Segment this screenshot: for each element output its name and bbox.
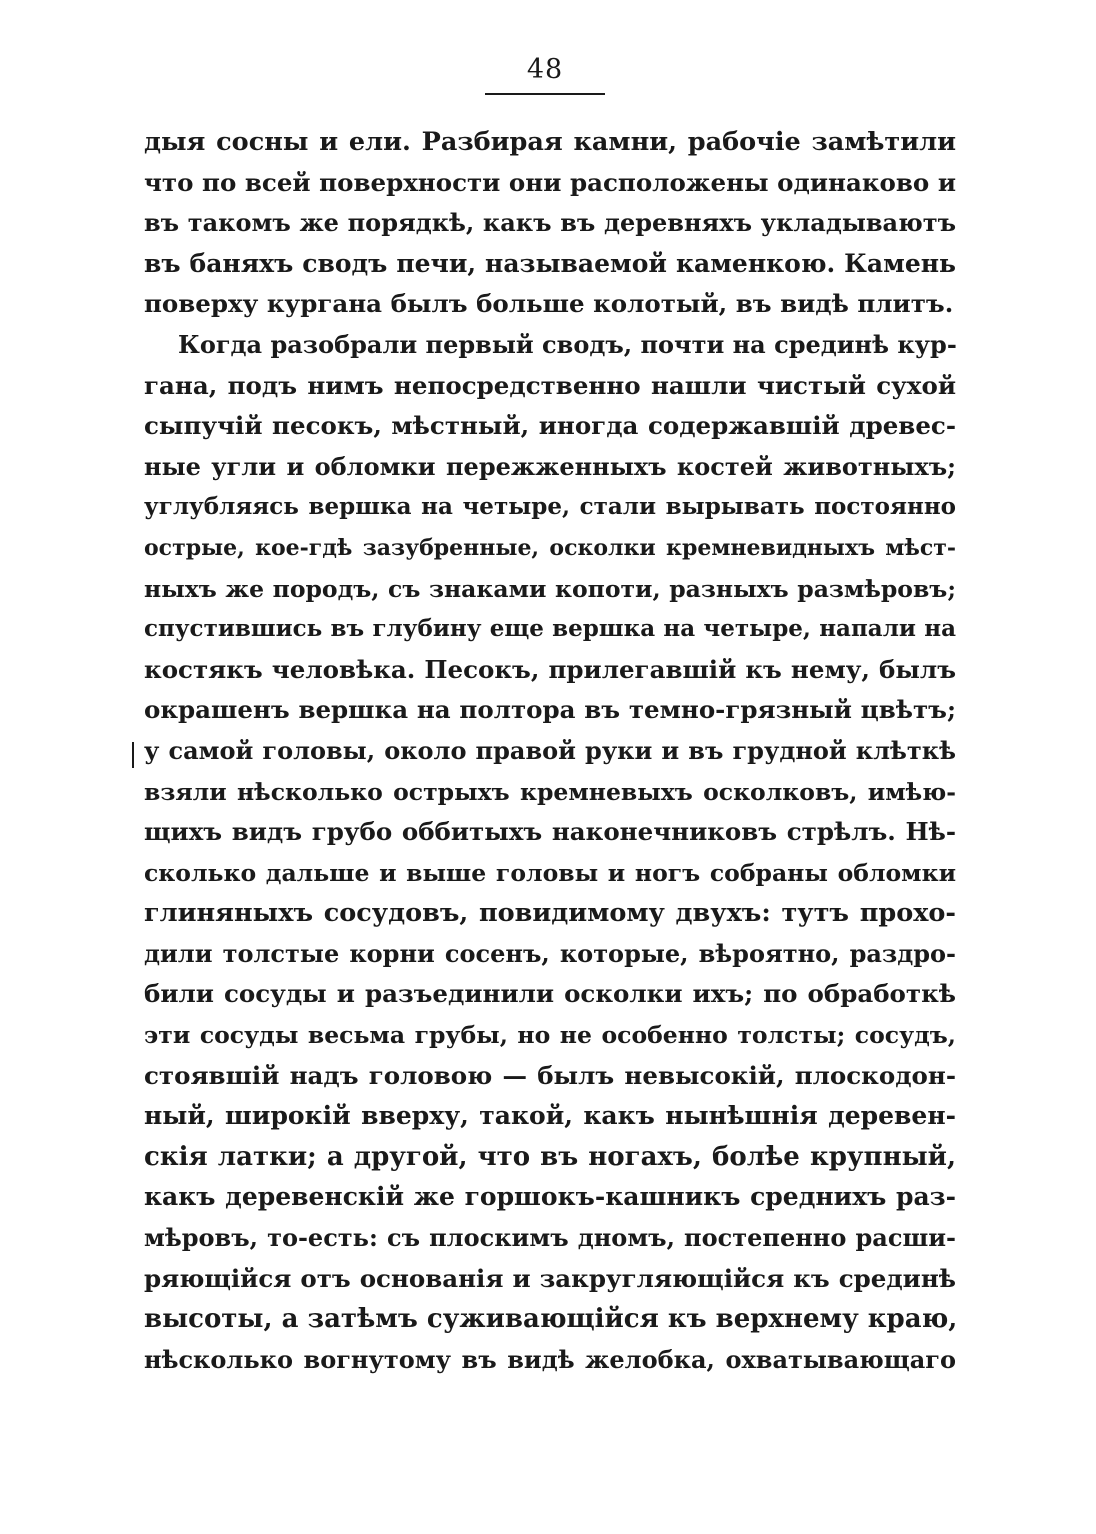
body-text (144, 122, 956, 1380)
text-line: у самой головы, около правой руки и въ грудной клѣткѣ (144, 735, 956, 765)
text-line: поверху кургана былъ больше колотый, въ видѣ плитъ. (144, 289, 954, 319)
text-line: Когда разобрали первый сводъ, почти на срединѣ кур- (178, 329, 957, 359)
text-line: стоявшій надъ головою — былъ невысокій, плоскодон- (144, 1060, 956, 1090)
text-line: дили толстые корни сосенъ, которые, вѣроятно, раздро- (144, 938, 956, 968)
text-line: ныхъ же породъ, съ знаками копоти, разныхъ размѣровъ; (144, 574, 956, 603)
text-line: глиняныхъ сосудовъ, повидимому двухъ: тутъ прохо- (144, 898, 956, 929)
text-line: углубляясь вершка на четыре, стали вырывать постоянно (144, 493, 956, 521)
text-line: гана, подъ нимъ непосредственно нашли чистый сухой (144, 370, 956, 400)
text-line: въ такомъ же порядкѣ, какъ въ деревняхъ укладываютъ (144, 208, 956, 238)
margin-mark (132, 742, 134, 768)
text-line: мѣровъ, то-есть: съ плоскимъ дномъ, постепенно расши- (144, 1223, 956, 1253)
text-line: сыпучій песокъ, мѣстный, иногда содержавшій древес- (144, 411, 956, 441)
text-line: высоты, а затѣмъ суживающійся къ верхнему краю, (144, 1304, 958, 1335)
text-line: скія латки; а другой, что въ ногахъ, болѣе крупный, (144, 1141, 956, 1172)
text-line: ный, широкій вверху, такой, какъ нынѣшнія деревен- (144, 1101, 956, 1131)
text-line: окрашенъ вершка на полтора въ темно-грязный цвѣтъ; (144, 695, 956, 725)
text-line: костякъ человѣка. Песокъ, прилегавшій къ нему, былъ (144, 654, 956, 684)
text-line: били сосуды и разъединили осколки ихъ; по обработкѣ (144, 979, 956, 1009)
text-line: сколько дальше и выше головы и ногъ собраны обломки (144, 858, 956, 887)
text-line: что по всей поверхности они расположены одинаково и (144, 167, 956, 197)
text-line: ные угли и обломки пережженныхъ костей животныхъ; (144, 451, 956, 481)
text-line: острые, кое-гдѣ зазубренные, осколки кремневидныхъ мѣст- (144, 534, 956, 561)
page-number-rule (485, 93, 605, 95)
text-line: взяли нѣсколько острыхъ кремневыхъ осколковъ, имѣю- (144, 777, 956, 806)
page-number: 48 (526, 54, 564, 85)
text-line: нѣсколько вогнутому въ видѣ желобка, охватывающаго (144, 1344, 956, 1374)
text-line: эти сосуды весьма грубы, но не особенно толсты; сосудъ, (144, 1021, 956, 1050)
text-line: въ баняхъ сводъ печи, называемой каменкою. Камень (144, 248, 956, 278)
text-line: дыя сосны и ели. Разбирая камни, рабочіе замѣтили (144, 127, 956, 157)
text-line: ряющійся отъ основанія и закругляющійся къ срединѣ (144, 1263, 956, 1293)
text-line: какъ деревенскій же горшокъ-кашникъ среднихъ раз- (144, 1182, 956, 1212)
text-line: щихъ видъ грубо оббитыхъ наконечниковъ стрѣлъ. Нѣ- (144, 817, 956, 847)
text-line: спустившись въ глубину еще вершка на четыре, напали на (144, 615, 956, 643)
